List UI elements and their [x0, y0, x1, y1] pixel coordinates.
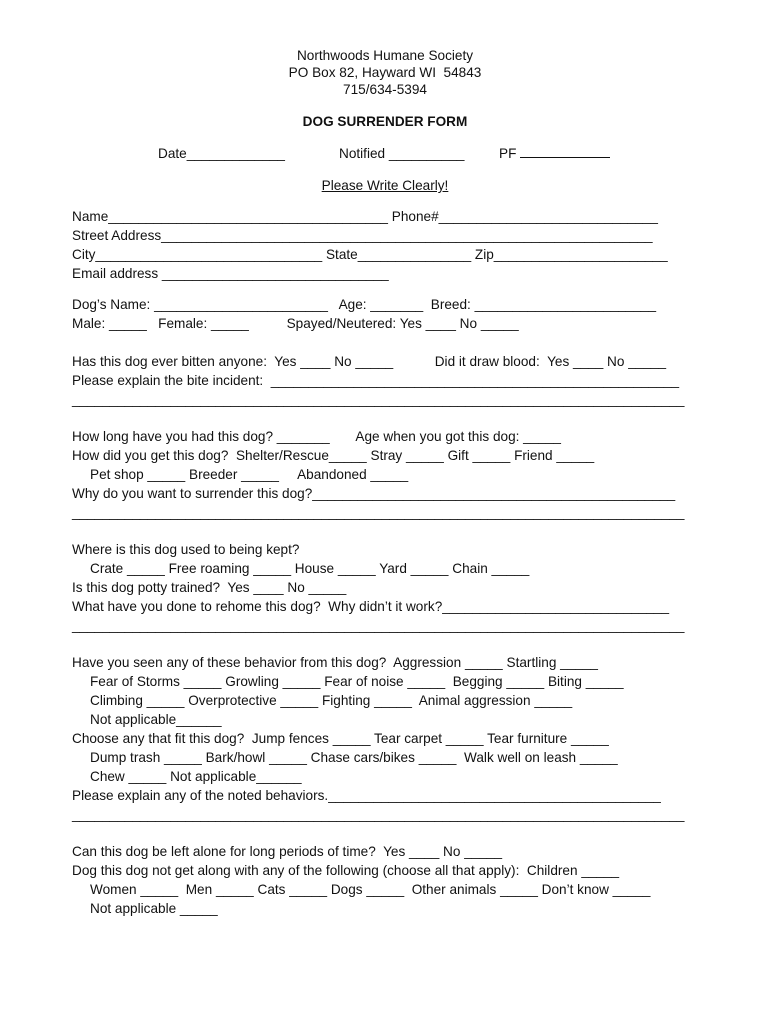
behavior-explain-line[interactable]: Please explain any of the noted behaviors.____________________________________________: [72, 788, 661, 803]
org-phone: 715/634-5394: [343, 82, 427, 97]
notified-field[interactable]: Notified __________: [339, 146, 465, 161]
bite-explain-line[interactable]: Please explain the bite incident: ______________________________________________________: [72, 373, 679, 388]
kept-options-line[interactable]: Crate _____ Free roaming _____ House _____ Yard _____ Chain _____: [90, 561, 530, 576]
city-state-zip-line[interactable]: City______________________________ State_______________ Zip_______________________: [72, 247, 668, 262]
behavior-seen-line-2[interactable]: Fear of Storms _____ Growling _____ Fear of noise _____ Begging _____ Biting _____: [90, 674, 624, 689]
pf-underline: [520, 146, 610, 158]
potty-trained-line[interactable]: Is this dog potty trained? Yes ____ No _____: [72, 580, 347, 595]
pf-label: PF: [499, 146, 517, 161]
name-phone-line[interactable]: Name_____________________________________ Phone#_____________________________: [72, 209, 658, 224]
source-line[interactable]: How did you get this dog? Shelter/Rescue_____ Stray _____ Gift _____ Friend _____: [72, 448, 595, 463]
source-cont-line[interactable]: Pet shop _____ Breeder _____ Abandoned _____: [90, 467, 409, 482]
rehome-blank-line[interactable]: _________________________________________________________________________________: [72, 618, 685, 633]
date-field[interactable]: Date_____________: [158, 146, 285, 161]
get-along-line[interactable]: Dog this dog not get along with any of the following (choose all that apply): Children _____: [72, 863, 620, 878]
pf-field[interactable]: [499, 145, 610, 162]
rehome-line[interactable]: What have you done to rehome this dog? Why didn’t it work?______________________________: [72, 599, 670, 614]
dog-name-age-breed-line[interactable]: Dog’s Name: _______________________ Age: _______ Breed: ________________________: [72, 297, 657, 312]
kept-question: Where is this dog used to being kept?: [72, 542, 300, 557]
behavior-seen-line-4[interactable]: Not applicable______: [90, 712, 222, 727]
why-surrender-line[interactable]: Why do you want to surrender this dog?________________________________________________: [72, 486, 676, 501]
behavior-blank-line[interactable]: _________________________________________________________________________________: [72, 807, 685, 822]
get-along-line-3[interactable]: Not applicable _____: [90, 901, 218, 916]
behavior-fit-line-2[interactable]: Dump trash _____ Bark/howl _____ Chase cars/bikes _____ Walk well on leash _____: [90, 750, 618, 765]
dog-sex-spay-line[interactable]: Male: _____ Female: _____ Spayed/Neutered: Yes ____ No _____: [72, 316, 519, 331]
behavior-seen-line[interactable]: Have you seen any of these behavior from this dog? Aggression _____ Startling _____: [72, 655, 598, 670]
org-address: PO Box 82, Hayward WI 54843: [288, 65, 482, 80]
behavior-fit-line-3[interactable]: Chew _____ Not applicable______: [90, 769, 302, 784]
why-blank-line[interactable]: _________________________________________________________________________________: [72, 505, 685, 520]
left-alone-line[interactable]: Can this dog be left alone for long periods of time? Yes ____ No _____: [72, 844, 503, 859]
email-line[interactable]: Email address ______________________________: [72, 266, 389, 281]
behavior-fit-line[interactable]: Choose any that fit this dog? Jump fences _____ Tear carpet _____ Tear furniture _____: [72, 731, 609, 746]
instruction-text: Please Write Clearly!: [321, 178, 449, 193]
bite-blank-line[interactable]: _________________________________________________________________________________: [72, 392, 685, 407]
how-long-line[interactable]: How long have you had this dog? _______ Age when you got this dog: _____: [72, 429, 561, 444]
street-address-line[interactable]: Street Address_________________________________________________________________: [72, 228, 653, 243]
behavior-seen-line-3[interactable]: Climbing _____ Overprotective _____ Fighting _____ Animal aggression _____: [90, 693, 573, 708]
org-name: Northwoods Humane Society: [296, 48, 474, 63]
get-along-line-2[interactable]: Women _____ Men _____ Cats _____ Dogs _____ Other animals _____ Don’t know _____: [90, 882, 651, 897]
bite-question-line[interactable]: Has this dog ever bitten anyone: Yes ____ No _____ Did it draw blood: Yes ____ No _____: [72, 354, 667, 369]
form-title: DOG SURRENDER FORM: [302, 114, 468, 129]
